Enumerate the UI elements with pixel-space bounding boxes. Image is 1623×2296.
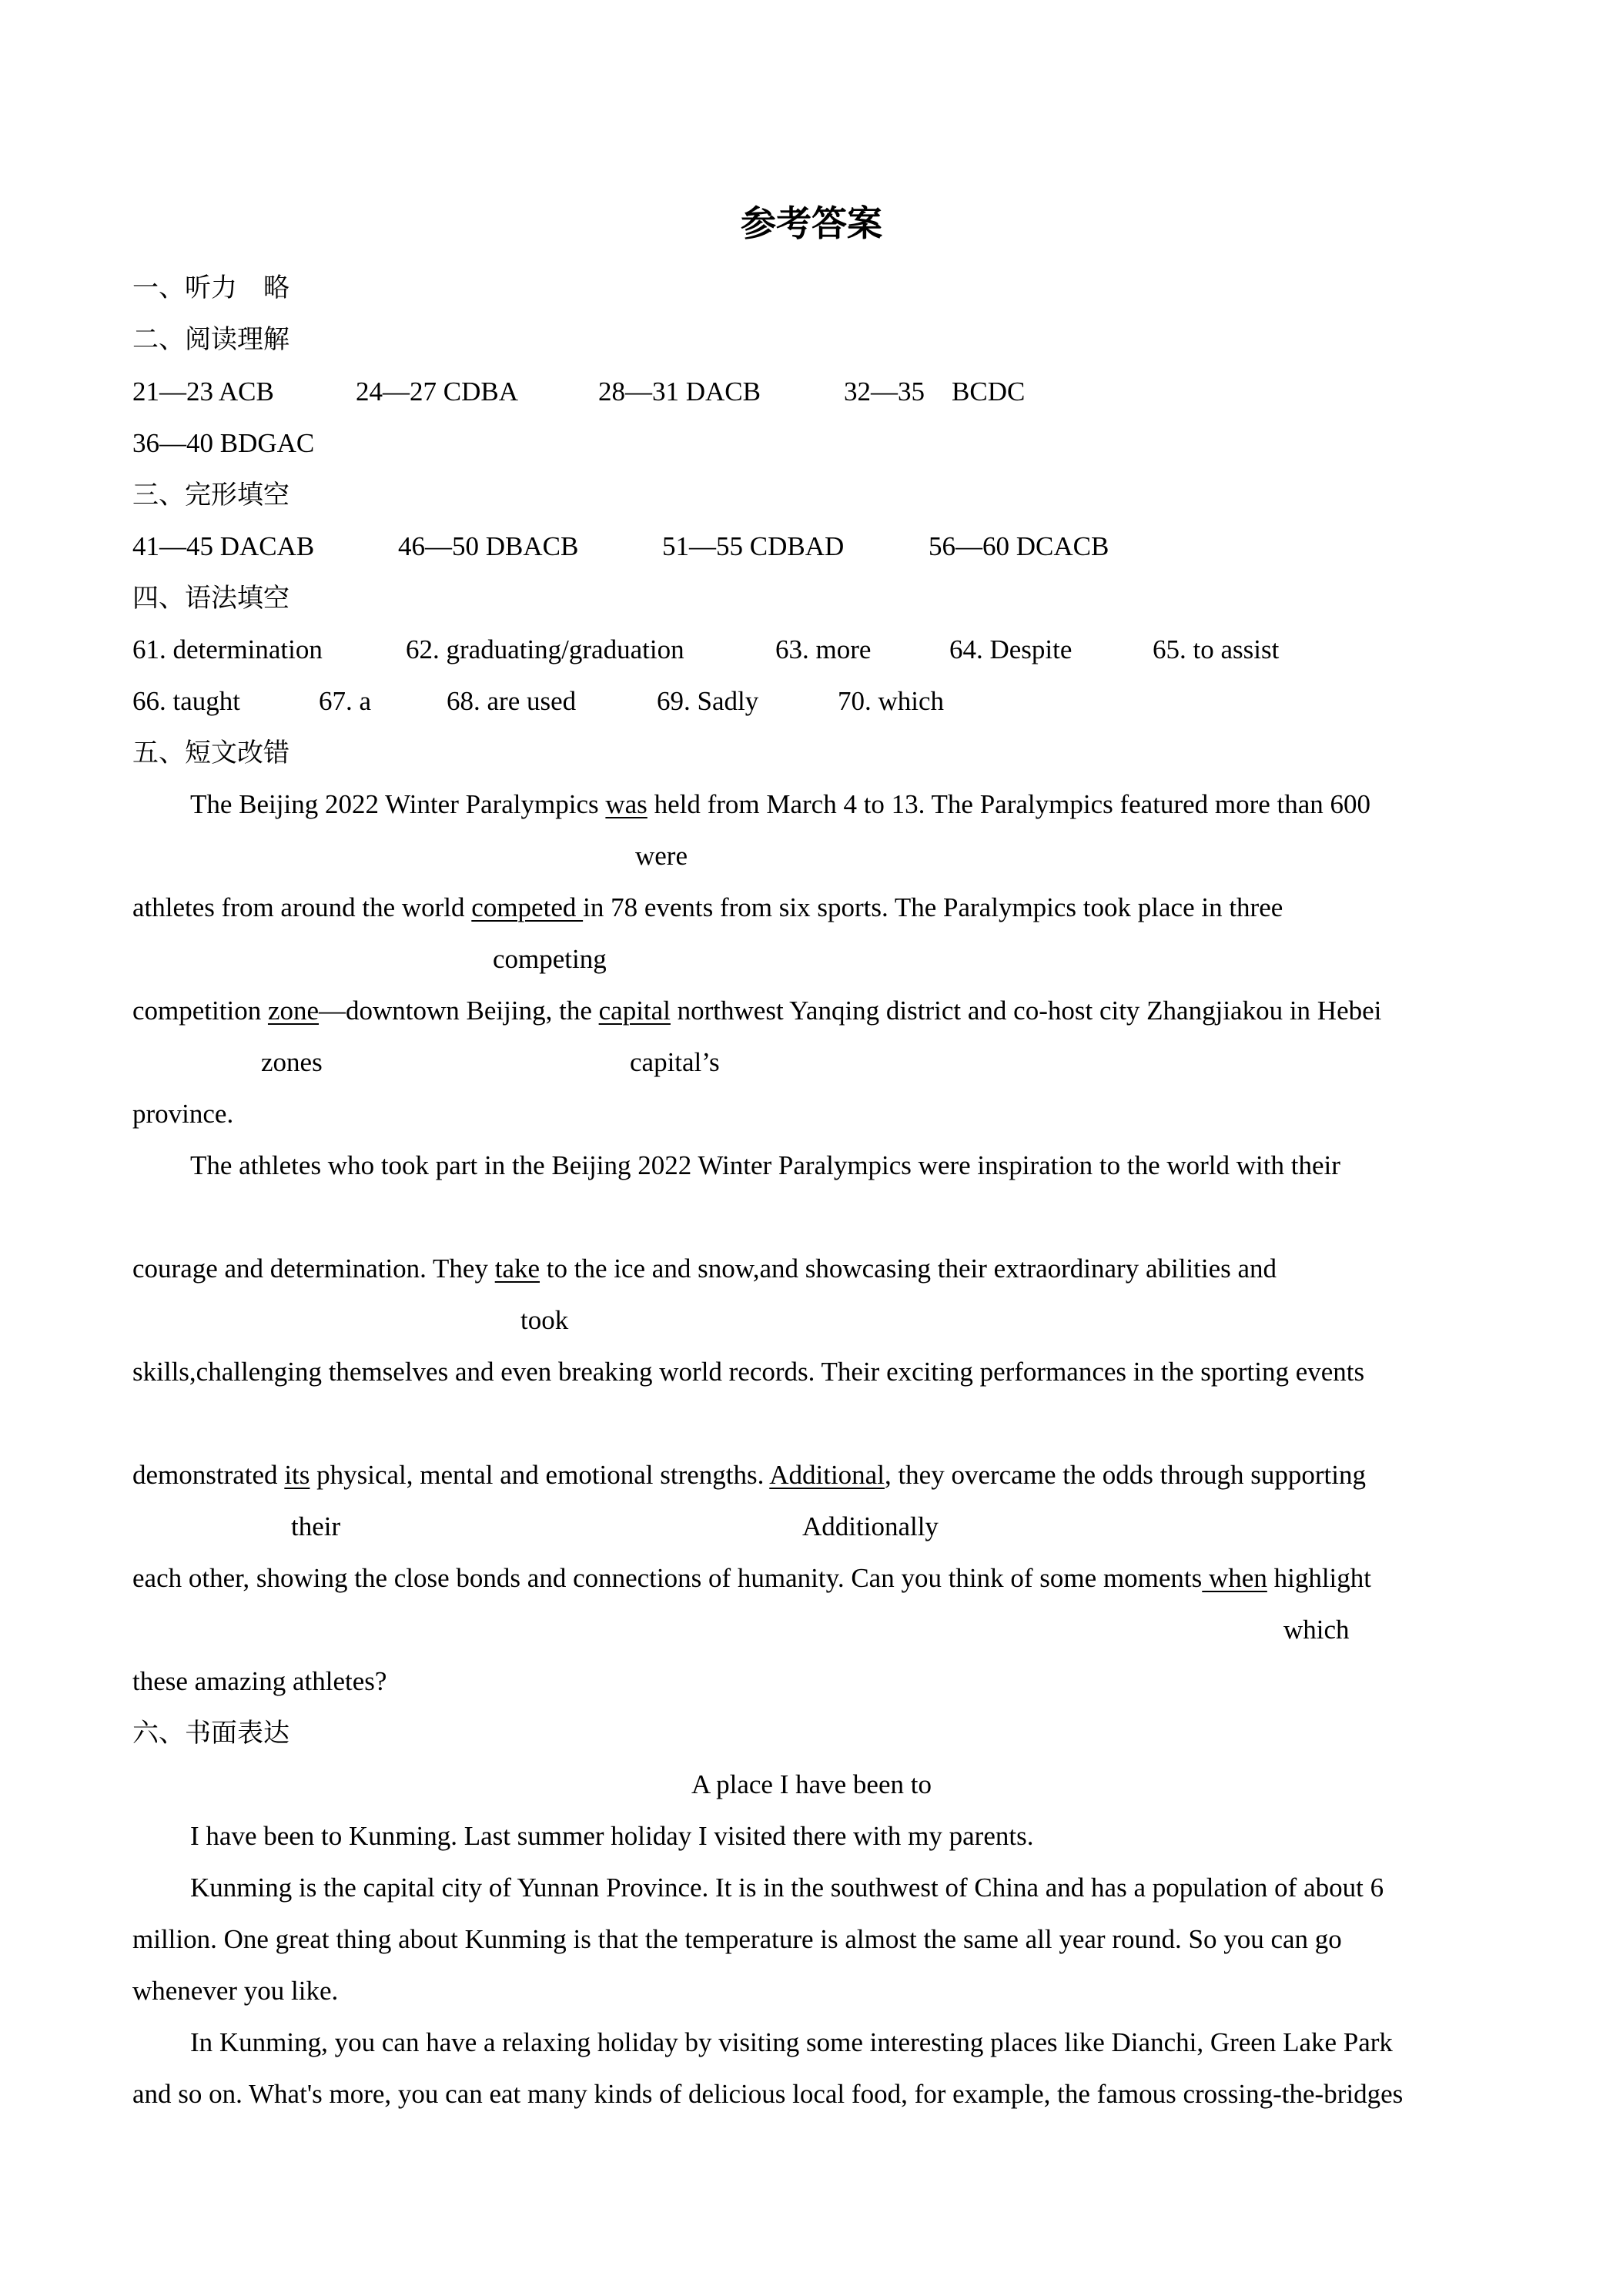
error-word: capital [598,996,671,1026]
text-run: in 78 events from six sports. The Paralympics took place in three [583,892,1283,922]
text-run: held from March 4 to 13. The Paralympics featured more than 600 [647,789,1371,819]
reading-answer: 28—31 DACB [598,377,761,407]
grammar-heading: 四、语法填空 [132,583,289,614]
text-run: The Beijing 2022 Winter Paralympics [190,789,606,819]
correction-line [132,994,1381,1028]
correction-heading: 五、短文改错 [132,738,289,768]
correction-line [132,1458,1366,1492]
correction-line [190,788,1370,822]
essay-line: whenever you like. [132,1976,339,2006]
text-run: to the ice and snow,and showcasing their extraordinary abilities and [540,1253,1277,1284]
text-run: athletes from around the world [132,892,472,922]
error-word: was [605,789,648,819]
grammar-answer: 67. a [319,686,372,716]
essay-line: and so on. What's more, you can eat many kinds of delicious local food, for example, the famous crossing-the-bridges [132,2079,1404,2109]
text-run: demonstrated [132,1460,285,1490]
essay-line: I have been to Kunming. Last summer holiday I visited there with my parents. [190,1821,1034,1851]
correction-line: these amazing athletes? [132,1666,387,1696]
error-word: zone [267,996,320,1026]
essay-line: million. One great thing about Kunming is that the temperature is almost the same all year round. So you can go [132,1924,1342,1954]
reading-answer: 36—40 BDGAC [132,428,315,458]
reading-heading: 二、阅读理解 [132,324,289,355]
error-word: Additional [769,1460,885,1490]
correction-line [132,891,1283,925]
cloze-answer: 41—45 DACAB [132,531,315,561]
text-run: each other, showing the close bonds and connections of humanity. Can you think of some moments [132,1563,1203,1593]
cloze-answer: 51—55 CDBAD [662,531,845,561]
correction-word: competing [493,944,607,974]
grammar-answer: 62. graduating/graduation [406,634,684,664]
text-run: , they overcame the odds through supporting [884,1460,1366,1490]
listening-heading: 一、听力 略 [132,273,289,303]
grammar-answer: 63. more [775,634,872,664]
essay-line: Kunming is the capital city of Yunnan Province. It is in the southwest of China and has a population of about 6 [190,1873,1384,1903]
text-run: courage and determination. They [132,1253,495,1284]
reading-answer: 32—35 BCDC [844,377,1026,407]
correction-line: The athletes who took part in the Beijing 2022 Winter Paralympics were inspiration to the world with their [190,1150,1340,1180]
error-word: take [494,1253,540,1284]
text-run: competition [132,996,268,1026]
reading-answer: 24—27 CDBA [356,377,518,407]
correction-word: which [1283,1615,1350,1645]
text-run: —downtown Beijing, the [319,996,599,1026]
grammar-answer: 68. are used [447,686,577,716]
page-title: 参考答案 [741,202,882,244]
error-word: when [1202,1563,1267,1593]
correction-line [132,1252,1277,1286]
correction-line [132,1561,1371,1595]
cloze-heading: 三、完形填空 [132,480,289,510]
grammar-answer: 65. to assist [1153,634,1280,664]
essay-line: In Kunming, you can have a relaxing holiday by visiting some interesting places like Dianchi, Green Lake Park [190,2027,1393,2057]
correction-word: their [291,1511,341,1541]
text-run: physical, mental and emotional strengths. [310,1460,770,1490]
essay-title: A place I have been to [691,1769,932,1799]
correction-word: zones [261,1047,323,1077]
correction-word: capital’s [630,1047,720,1077]
correction-word: were [635,841,688,871]
text-run: highlight [1267,1563,1371,1593]
correction-line: skills,challenging themselves and even breaking world records. Their exciting performances in the sporting events [132,1357,1365,1387]
error-word: its [284,1460,310,1490]
reading-answer: 21—23 ACB [132,377,274,407]
grammar-answer: 61. determination [132,634,323,664]
grammar-answer: 66. taught [132,686,240,716]
error-word: competed [471,892,584,922]
text-run: northwest Yanqing district and co-host city Zhangjiakou in Hebei [670,996,1382,1026]
writing-heading: 六、书面表达 [132,1718,289,1749]
correction-word: took [520,1305,569,1335]
cloze-answer: 46—50 DBACB [398,531,579,561]
correction-word: Additionally [802,1511,939,1541]
correction-line: province. [132,1099,234,1129]
grammar-answer: 64. Despite [949,634,1073,664]
grammar-answer: 70. which [838,686,945,716]
grammar-answer: 69. Sadly [657,686,759,716]
cloze-answer: 56—60 DCACB [929,531,1109,561]
